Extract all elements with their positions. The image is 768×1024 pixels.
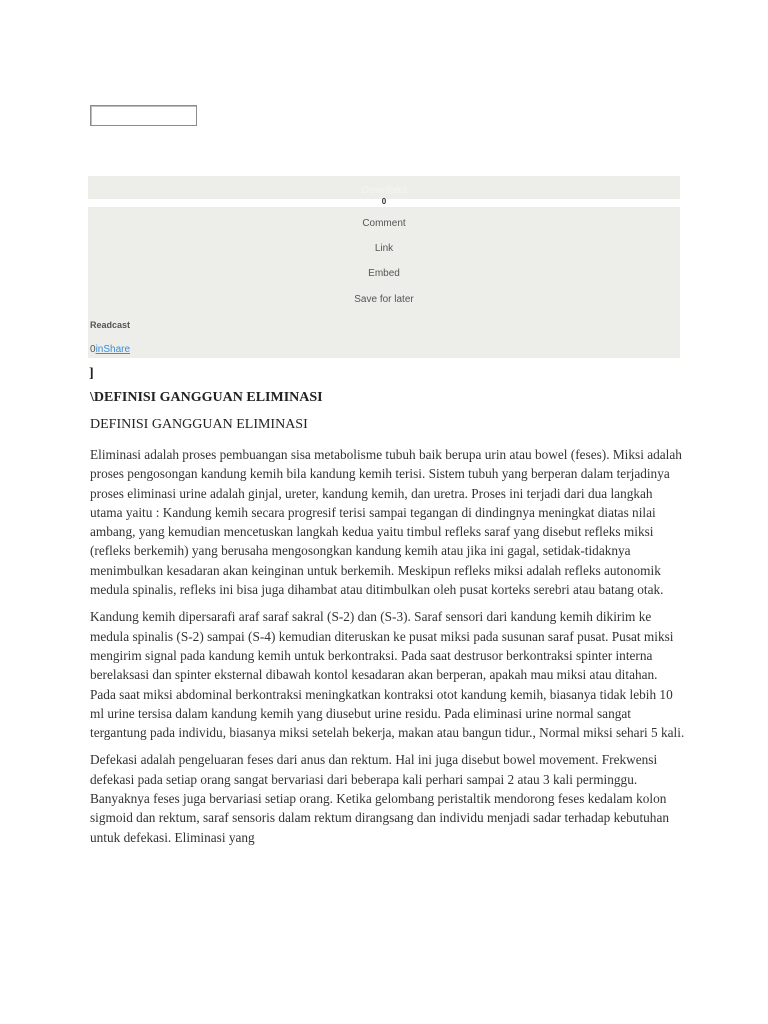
document-title-bold: \DEFINISI GANGGUAN ELIMINASI — [90, 390, 323, 405]
download-toolbar — [88, 176, 680, 206]
document-body — [90, 445, 686, 855]
page-bottom-mask — [0, 918, 768, 1024]
download-button[interactable]: Download — [361, 185, 407, 196]
download-count: 0 — [381, 197, 387, 206]
share-count: 0 — [90, 344, 96, 355]
document-title: DEFINISI GANGGUAN ELIMINASI — [90, 417, 308, 432]
actions-panel — [88, 207, 680, 358]
paragraph: Eliminasi adalah proses pembuangan sisa metabolisme tubuh baik berupa urin atau bowel (feses). Miksi adalah proses pengosongan kandung kemih bila kandung kemih terisi. Sistem tubuh yang berperan dalam terjadinya proses eliminasi urine adalah ginjal, ureter, kandung kemih, dan uretra. Proses ini terjadi dari dua langkah utama yaitu : Kandung kemih secara progresif terisi sampai tegangan di dindingnya meningkat diatas nilai ambang, yang kemudian mencetuskan langkah kedua yaitu timbul refleks saraf yang disebut refleks miksi (refleks berkemih) yang berusaha mengosongkan kandung kemih atau jika ini gagal, setidak-tidaknya menimbulkan kesadaran akan keinginan untuk berkemih. Meskipun refleks miksi adalah refleks autonomik medula spinalis, refleks ini bisa juga dihambat atau ditimbulkan oleh pusat korteks serebri atau batang otak. — [90, 447, 682, 598]
inshare-link[interactable]: inShare — [95, 344, 131, 355]
share-widget — [90, 344, 130, 355]
paragraph: Defekasi adalah pengeluaran feses dari anus dan rektum. Hal ini juga disebut bowel movement. Frekwensi defekasi pada setiap orang sangat bervariasi dari beberapa kali perhari sampai 2 atau 3 kali perminggu. Banyaknya feses juga bervariasi setiap orang. Ketika gelombang peristaltik mendorong feses kedalam kolon sigmoid dan rektum, saraf sensoris dalam rektum dirangsang dan individu menjadi sadar terhadap kebutuhan untuk defekasi. Eliminasi yang — [90, 752, 669, 845]
paragraph: Kandung kemih dipersarafi araf saraf sakral (S-2) dan (S-3). Saraf sensori dari kandung kemih dikirim ke medula spinalis (S-2) sampai (S-4) kemudian diteruskan ke pusat miksi pada susunan saraf pusat. Pusat miksi mengirim signal pada kandung kemih untuk berkontraksi. Pada saat destrusor berkontraksi spinter interna berelaksasi dan spinter eksternal dibawah kontol kesadaran akan berperan, apakah mau miksi atau ditahan. Pada saat miksi abdominal berkontraksi meningkatkan kontraksi otot kandung kemih, biasanya tidak lebih 10 ml urine tersisa dalam kandung kemih yang diusebut urine residu. Pada eliminasi urine normal sangat tergantung pada individu, biasanya miksi setelah bekerja, makan atau bangun tidur., Normal miksi sehari 5 kali. — [90, 609, 685, 741]
readcast-label[interactable]: Readcast — [90, 320, 131, 330]
link-link[interactable]: Link — [374, 243, 394, 254]
bracket-text: ] — [89, 366, 94, 381]
comment-link[interactable]: Comment — [362, 218, 406, 229]
embed-link[interactable]: Embed — [368, 268, 400, 279]
save-for-later-link[interactable]: Save for later — [354, 294, 414, 305]
search-input[interactable] — [90, 105, 197, 126]
